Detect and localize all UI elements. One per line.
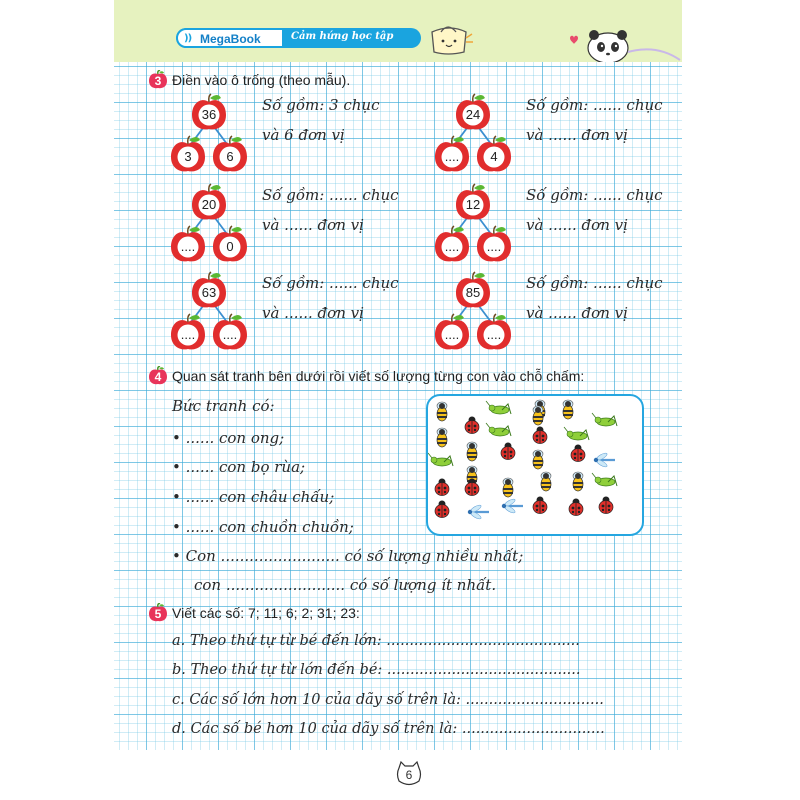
bee-icon [437,402,447,421]
apple-top-value: 85 [465,285,481,300]
page-number: 6 [394,760,424,788]
brand-logo [176,28,284,48]
apple-right-value: .... [486,327,502,342]
ladybug-icon [571,445,585,462]
apple-right-value: .... [486,239,502,254]
grasshopper-icon [592,473,617,486]
count-ladybug-line: • ...... con bọ rùa; [172,458,306,476]
decomposition-tens-line: Số gồm: ...... chục [262,274,399,292]
apple-left-value: .... [444,327,460,342]
ladybug-icon [599,497,613,514]
section-4-title: Quan sát tranh bên dưới rồi viết số lượng từng con vào chỗ chấm: [172,368,585,384]
brand-mark-icon: )) [184,33,192,44]
apple-right-value: 4 [490,149,498,164]
apple-left-value: .... [180,239,196,254]
bag-mascot-icon [426,22,474,56]
less-than-10-line: d. Các số bé hơn 10 của dãy số trên là: ............................... [172,721,605,737]
greater-than-10-line: c. Các số lớn hơn 10 của dãy số trên là: .............................. [172,692,604,708]
section-4-number: 4 [154,370,162,384]
decomposition-tens-line: Số gồm: ...... chục [262,186,399,204]
insect-picture [426,394,644,536]
decomposition-units-line: và ...... đơn vị [262,304,364,322]
apple-left-value: 3 [184,149,192,164]
dragonfly-icon [502,498,523,514]
section-5-number: 5 [154,607,162,621]
dragonfly-icon [468,504,489,520]
decomposition-tens-line: Số gồm: 3 chục [262,96,380,114]
section-4-intro: Bức tranh có: [172,397,275,415]
apple-top-value: 36 [201,107,217,122]
apple-top-value: 12 [465,197,481,212]
bee-icon [541,472,551,491]
decomposition-tens-line: Số gồm: ...... chục [526,186,663,204]
decomposition-units-line: và 6 đơn vị [262,126,345,144]
least-insect-line: con ......................... có số lượng ít nhất. [194,576,497,594]
apple-left-value: .... [180,327,196,342]
grasshopper-icon [564,427,589,440]
grasshopper-icon [428,453,453,466]
brand-slogan: Cảm hứng học tập [291,31,394,42]
decomposition-tens-line: Số gồm: ...... chục [526,274,663,292]
ladybug-icon [569,499,583,516]
apple-left-value: .... [444,149,460,164]
apple-right-value: 0 [226,239,234,254]
bee-icon [467,442,477,461]
bee-icon [503,478,513,497]
apple-left-value: .... [444,239,460,254]
bee-icon [573,472,583,491]
apple-right-value: 6 [226,149,234,164]
ladybug-icon [435,479,449,496]
page-header [114,0,682,62]
apple-right-value: .... [222,327,238,342]
decomposition-units-line: và ...... đơn vị [526,126,628,144]
ladybug-icon [533,427,547,444]
apple-top-value: 63 [201,285,217,300]
bee-icon [437,428,447,447]
apple-top-value: 20 [201,197,217,212]
bee-icon [563,400,573,419]
order-descending-line: b. Theo thứ tự từ lớn đến bé: .......................................... [172,662,581,678]
count-dragonfly-line: • ...... con chuồn chuồn; [172,518,354,536]
decomposition-units-line: và ...... đơn vị [526,304,628,322]
brand-banner [176,28,421,48]
decomposition-units-line: và ...... đơn vị [262,216,364,234]
count-bee-line: • ...... con ong; [172,429,285,447]
order-ascending-line: a. Theo thứ tự từ bé đến lớn: .......................................... [172,633,580,649]
ladybug-icon [501,443,515,460]
panda-mascot-icon [562,26,682,62]
decomposition-tens-line: Số gồm: ...... chục [526,96,663,114]
grasshopper-icon [486,423,511,436]
apple-top-value: 24 [465,107,481,122]
dragonfly-icon [594,452,615,468]
section-5-title: Viết các số: 7; 11; 6; 2; 31; 23: [172,605,360,621]
decomposition-units-line: và ...... đơn vị [526,216,628,234]
grasshopper-icon [486,401,511,414]
section-3-number: 3 [154,74,162,88]
ladybug-icon [465,417,479,434]
section-3-title: Điền vào ô trống (theo mẫu). [172,72,351,88]
ladybug-icon [435,501,449,518]
ladybug-icon [533,497,547,514]
most-insect-line: • Con ......................... có số lượng nhiều nhất; [172,547,524,565]
bee-icon [533,406,543,425]
insect-scene [428,396,638,530]
workbook-page [114,0,682,800]
brand-name: MegaBook [200,32,261,46]
bee-icon [533,450,543,469]
count-grasshopper-line: • ...... con châu chấu; [172,488,335,506]
grasshopper-icon [592,413,617,426]
section-3-number-icon [148,70,168,90]
